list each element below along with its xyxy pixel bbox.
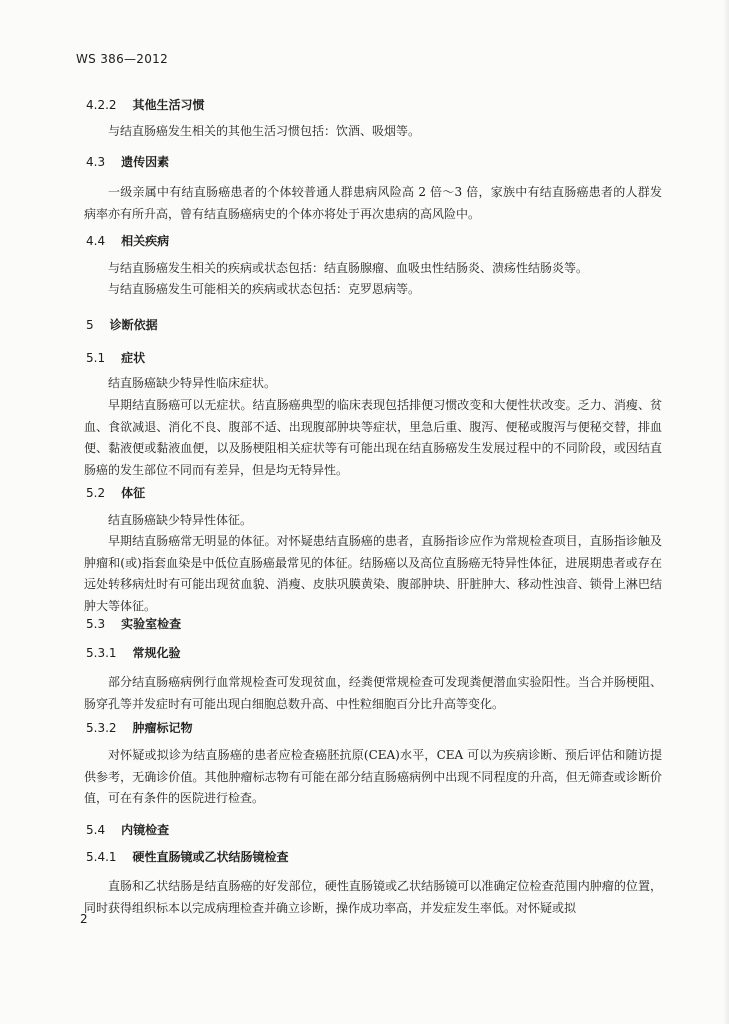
paragraph: 与结直肠癌发生可能相关的疾病或状态包括：克罗恩病等。 [108,282,421,296]
section-number: 5.3.2 [86,721,117,735]
paragraph: 结直肠癌缺少特异性临床症状。 [108,376,277,390]
section-heading-5-3-2 [86,719,193,736]
section-title: 内镜检查 [121,823,170,837]
section-title: 实验室检查 [121,617,182,631]
section-heading-5-4 [86,821,169,838]
section-heading-4-3 [86,153,169,170]
section-title: 诊断依据 [109,318,158,332]
section-number: 5 [86,318,94,332]
section-title: 硬性直肠镜或乙状结肠镜检查 [132,850,289,864]
section-number: 5.1 [86,351,106,365]
paragraph: 结直肠癌缺少特异性体征。 [108,513,253,527]
paragraph: 早期结直肠癌可以无症状。结直肠癌典型的临床表现包括排便习惯改变和大便性状改变。乏力、消瘦、贫血、食欲减退、消化不良、腹部不适、出现腹部肿块等症状，里急后重、腹泻、便秘或腹泻与便秘交替，排血便、黏液便或黏液血便，以及肠梗阻相关症状等有可能出现在结直肠癌发生发展过程中的不同阶段，或因结直肠癌的发生部位不同而有差异，但是均无特异性。 [84,398,662,477]
section-number: 5.4.1 [86,850,117,864]
section-heading-5-1 [86,349,145,366]
section-number: 5.4 [86,823,106,837]
paragraph: 对怀疑或拟诊为结直肠癌的患者应检查癌胚抗原(CEA)水平，CEA 可以为疾病诊断、预后评估和随访提供参考，无确诊价值。其他肿瘤标志物有可能在部分结直肠癌病例中出现不同程度的升高，但无筛查或诊断价值，可在有条件的医院进行检查。 [84,748,662,805]
section-title: 常规化验 [132,646,181,660]
section-title: 相关疾病 [121,234,170,248]
section-title: 遗传因素 [121,155,170,169]
paragraph: 一级亲属中有结直肠癌患者的个体较普通人群患病风险高 2 倍～3 倍，家族中有结直肠癌患者的人群发病率亦有所升高，曾有结直肠癌病史的个体亦将处于再次患病的高风险中。 [84,185,662,221]
section-heading-5-3 [86,615,181,632]
section-heading-5-4-1 [86,848,289,865]
paragraph: 与结直肠癌发生相关的疾病或状态包括：结直肠腺瘤、血吸虫性结肠炎、溃疡性结肠炎等。 [108,261,589,275]
scan-edge-shadow [723,0,729,1024]
paragraph: 早期结直肠癌常无明显的体征。对怀疑患结直肠癌的患者，直肠指诊应作为常规检查项目，直肠指诊触及肿瘤和(或)指套血染是中低位直肠癌最常见的体征。结肠癌以及高位直肠癌无特异性体征，进展期患者或存在远处转移病灶时有可能出现贫血貌、消瘦、皮肤巩膜黄染、腹部肿块、肝脏肿大、移动性浊音、锁骨上淋巴结肿大等体征。 [84,534,662,613]
standard-code-header: WS 386—2012 [76,52,169,66]
section-title: 症状 [121,351,146,365]
section-heading-4-2-2 [86,96,205,113]
section-title: 体征 [121,486,146,500]
section-number: 4.2.2 [86,98,117,112]
section-heading-5-2 [86,484,145,501]
section-heading-5-3-1 [86,644,181,661]
section-title: 肿瘤标记物 [132,721,193,735]
section-heading-5 [86,316,158,333]
section-title: 其他生活习惯 [132,98,205,112]
section-number: 4.4 [86,234,106,248]
paragraph: 直肠和乙状结肠是结直肠癌的好发部位，硬性直肠镜或乙状结肠镜可以准确定位检查范围内肿瘤的位置，同时获得组织标本以完成病理检查并确立诊断，操作成功率高，并发症发生率低。对怀疑或拟 [84,879,662,915]
page-number: 2 [80,912,88,926]
section-number: 5.2 [86,486,106,500]
section-number: 4.3 [86,155,106,169]
paragraph: 部分结直肠癌病例行血常规检查可发现贫血，经粪便常规检查可发现粪便潜血实验阳性。当合并肠梗阻、肠穿孔等并发症时有可能出现白细胞总数升高、中性粒细胞百分比升高等变化。 [84,675,662,711]
section-number: 5.3.1 [86,646,117,660]
section-number: 5.3 [86,617,106,631]
paragraph: 与结直肠癌发生相关的其他生活习惯包括：饮酒、吸烟等。 [108,124,421,138]
section-heading-4-4 [86,232,169,249]
